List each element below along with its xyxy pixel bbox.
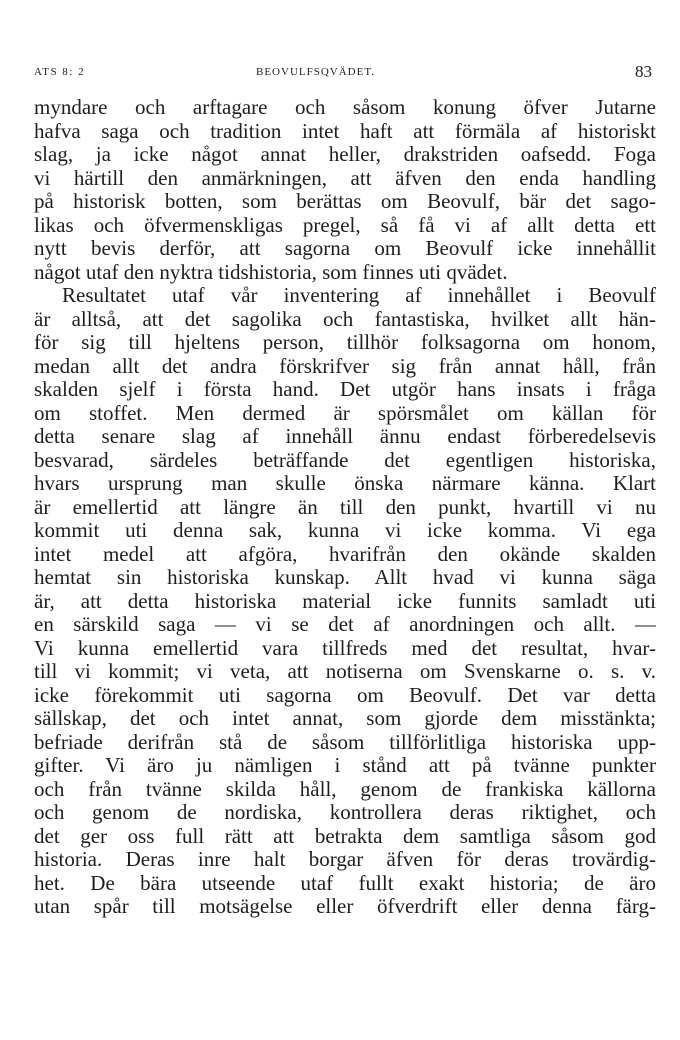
text-line: myndare och arftagare och såsom konung öfver Jutarne [34,96,656,119]
text-line: detta senare slag af innehåll ännu endast förberedelsevis [34,425,656,448]
text-line: het. De bära utseende utaf fullt exakt historia; de äro [34,871,656,895]
text-line: besvarad, särdeles beträffande det egentligen historiska, [34,448,656,472]
text-line: till vi kommit; vi veta, att notiserna om Svenskarne o. s. v. [34,660,656,683]
text-line: något utaf den nyktra tidshistoria, som finnes uti qvädet. [34,260,508,284]
text-line: historia. Deras inre halt borgar äfven för deras trovärdig- [34,848,656,871]
text-line: om stoffet. Men dermed är spörsmålet om källan för [34,401,656,425]
signature-mark: ATS 8: 2 [34,66,86,78]
text-line: och genom de nordiska, kontrollera deras riktighet, och [34,801,656,824]
text-line: hafva saga och tradition intet haft att förmäla af historiskt [34,119,656,143]
running-title: BEOVULFSQVÄDET. [256,66,375,78]
text-line: medan allt det andra förskrifver sig från annat håll, från [34,354,656,378]
page-number: 83 [635,62,652,81]
text-line: en särskild saga — vi se det af anordningen och allt. — [34,613,656,636]
text-line: hvars ursprung man skulle önska närmare känna. Klart [34,472,656,495]
text-line: slag, ja icke något annat heller, drakstriden oafsedd. Foga [34,143,656,166]
text-line: vi härtill den anmärkningen, att äfven den enda handling [34,166,656,190]
text-line: och från tvänne skilda håll, genom de frankiska källorna [34,777,656,801]
text-line: befriade derifrån stå de såsom tillförlitliga historiska upp- [34,730,656,754]
text-line: utan spår till motsägelse eller öfverdrift eller denna färg- [34,895,656,918]
text-line: för sig till hjeltens person, tillhör folksagorna om honom, [34,331,656,354]
text-line: icke förekommit uti sagorna om Beovulf. Det var detta [34,683,656,707]
text-line: Resultatet utaf vår inventering af innehållet i Beovulf [62,284,656,307]
text-line: är alltså, att det sagolika och fantastiska, hvilket allt hän- [34,307,656,331]
running-head [34,62,656,82]
text-line: likas och öfvermenskligas pregel, så få vi af allt detta ett [34,213,656,237]
body-text [34,96,656,919]
text-line: gifter. Vi äro ju nämligen i stånd att på tvänne punkter [34,754,656,777]
text-line: är emellertid att längre än till den punkt, hvartill vi nu [34,495,656,519]
text-line: intet medel att afgöra, hvarifrån den okände skalden [34,542,656,566]
text-line: sällskap, det och intet annat, som gjorde dem misstänkta; [34,707,656,730]
text-line: nytt bevis derför, att sagorna om Beovulf icke innehållit [34,237,656,260]
text-line: skalden sjelf i första hand. Det utgör hans insats i fråga [34,378,656,401]
text-line: på historisk botten, som berättas om Beovulf, bär det sago- [34,190,656,213]
text-line: är, att detta historiska material icke funnits samladt uti [34,589,656,613]
text-line: det ger oss full rätt att betrakta dem samtliga såsom god [34,824,656,848]
text-line: Vi kunna emellertid vara tillfreds med det resultat, hvar- [34,636,656,660]
text-line: hemtat sin historiska kunskap. Allt hvad vi kunna säga [34,566,656,589]
text-line: kommit uti denna sak, kunna vi icke komma. Vi ega [34,519,656,542]
